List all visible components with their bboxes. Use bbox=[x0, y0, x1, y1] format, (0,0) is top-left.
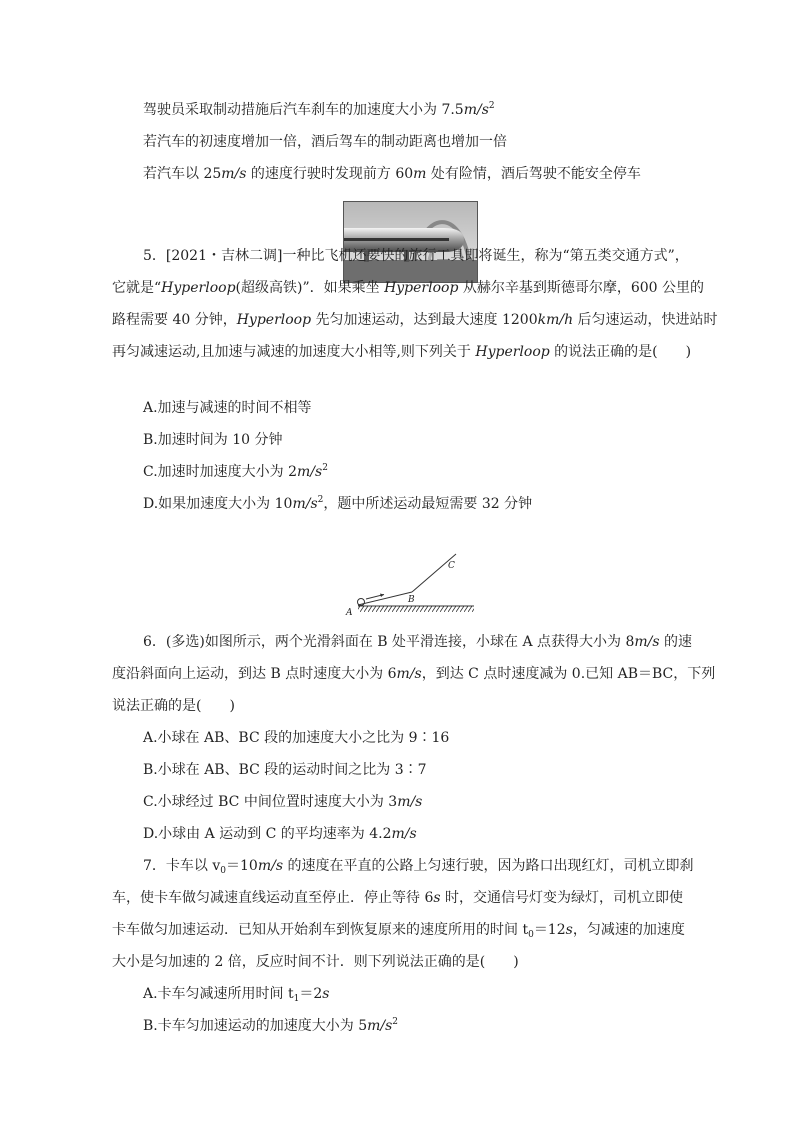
q5-line-4: 再匀减速运动,且加速与减速的加速度大小相等,则下列关于 Hyperloop 的说法正确的是( ) bbox=[112, 344, 692, 360]
q5-option-d: D.如果加速度大小为 $10m/s^2$，题中所述运动最短需要 32 分钟 bbox=[143, 495, 533, 512]
q7-line-3: 卡车做匀加速运动．已知从开始刹车到恢复原来的速度所用的时间 $t_0=12s$，匀减速的加速度 bbox=[112, 922, 685, 940]
q4-option-b: 驾驶员采取制动措施后汽车刹车的加速度大小为 $7.5m/s^2$ bbox=[143, 101, 495, 118]
q7-line-1: 7．卡车以 $v_0=10m/s$ 的速度在平直的公路上匀速行驶，因为路口出现红灯，司机立即刹 bbox=[143, 858, 694, 876]
arrow-head bbox=[380, 594, 384, 598]
q6-line-1: 6．(多选)如图所示，两个光滑斜面在 B 处平滑连接，小球在 A 点获得大小为 8m/s 的速 bbox=[143, 634, 693, 650]
q5-line-3: 路程需要 40 分钟，Hyperloop 先匀加速运动，达到最大速度 1200km/h 后匀速运动，快进站时 bbox=[112, 312, 718, 328]
q6-option-b: B.小球在 AB、BC 段的运动时间之比为 3∶7 bbox=[143, 762, 427, 778]
q4-option-c: 若汽车的初速度增加一倍，酒后驾车的制动距离也增加一倍 bbox=[143, 134, 507, 150]
hyperloop-photo bbox=[343, 201, 478, 283]
q7-line-2: 车，使卡车做匀减速直线运动直至停止．停止等待 6s 时，交通信号灯变为绿灯，司机立即使 bbox=[112, 890, 683, 906]
q5-line-1: 5．[2021・吉林二调]一种比飞机还要快的旅行工具即将诞生，称为“第五类交通方式”， bbox=[143, 248, 689, 264]
q6-option-a: A.小球在 AB、BC 段的加速度大小之比为 9∶16 bbox=[143, 730, 450, 746]
q4-option-d: 若汽车以 25m/s 的速度行驶时发现前方 60m 处有险情，酒后驾驶不能安全停车 bbox=[143, 166, 641, 182]
q5-option-a: A.加速与减速的时间不相等 bbox=[143, 400, 312, 416]
label-c: C bbox=[448, 561, 455, 571]
q6-line-3: 说法正确的是( ) bbox=[112, 698, 235, 714]
q6-option-d: D.小球由 A 运动到 C 的平均速率为 4.2m/s bbox=[143, 826, 417, 842]
q6-option-c: C.小球经过 BC 中间位置时速度大小为 3m/s bbox=[143, 794, 423, 810]
q6-line-2: 度沿斜面向上运动，到达 B 点时速度大小为 6m/s，到达 C 点时速度减为 0.已知 AB＝BC，下列 bbox=[112, 666, 716, 682]
q5-option-b: B.加速时间为 10 分钟 bbox=[143, 432, 283, 448]
q7-option-b: B.卡车匀加速运动的加速度大小为 $5m/s^2$ bbox=[143, 1017, 399, 1034]
q5-option-c: C.加速时加速度大小为 $2m/s^2$ bbox=[143, 463, 328, 480]
ground-hatch bbox=[358, 606, 474, 612]
label-a: A bbox=[346, 608, 353, 618]
incline-diagram bbox=[340, 552, 480, 618]
q5-line-2: 它就是“Hyperloop(超级高铁)”．如果乘坐 Hyperloop 从赫尔辛基到斯德哥尔摩，600 公里的 bbox=[112, 280, 705, 296]
slope-bc bbox=[412, 554, 456, 592]
q7-line-4: 大小是匀加速的 2 倍，反应时间不计．则下列说法正确的是( ) bbox=[112, 954, 519, 970]
q7-option-a: A.卡车匀减速所用时间 $t_1=2s$ bbox=[143, 986, 330, 1004]
label-b: B bbox=[408, 595, 415, 605]
